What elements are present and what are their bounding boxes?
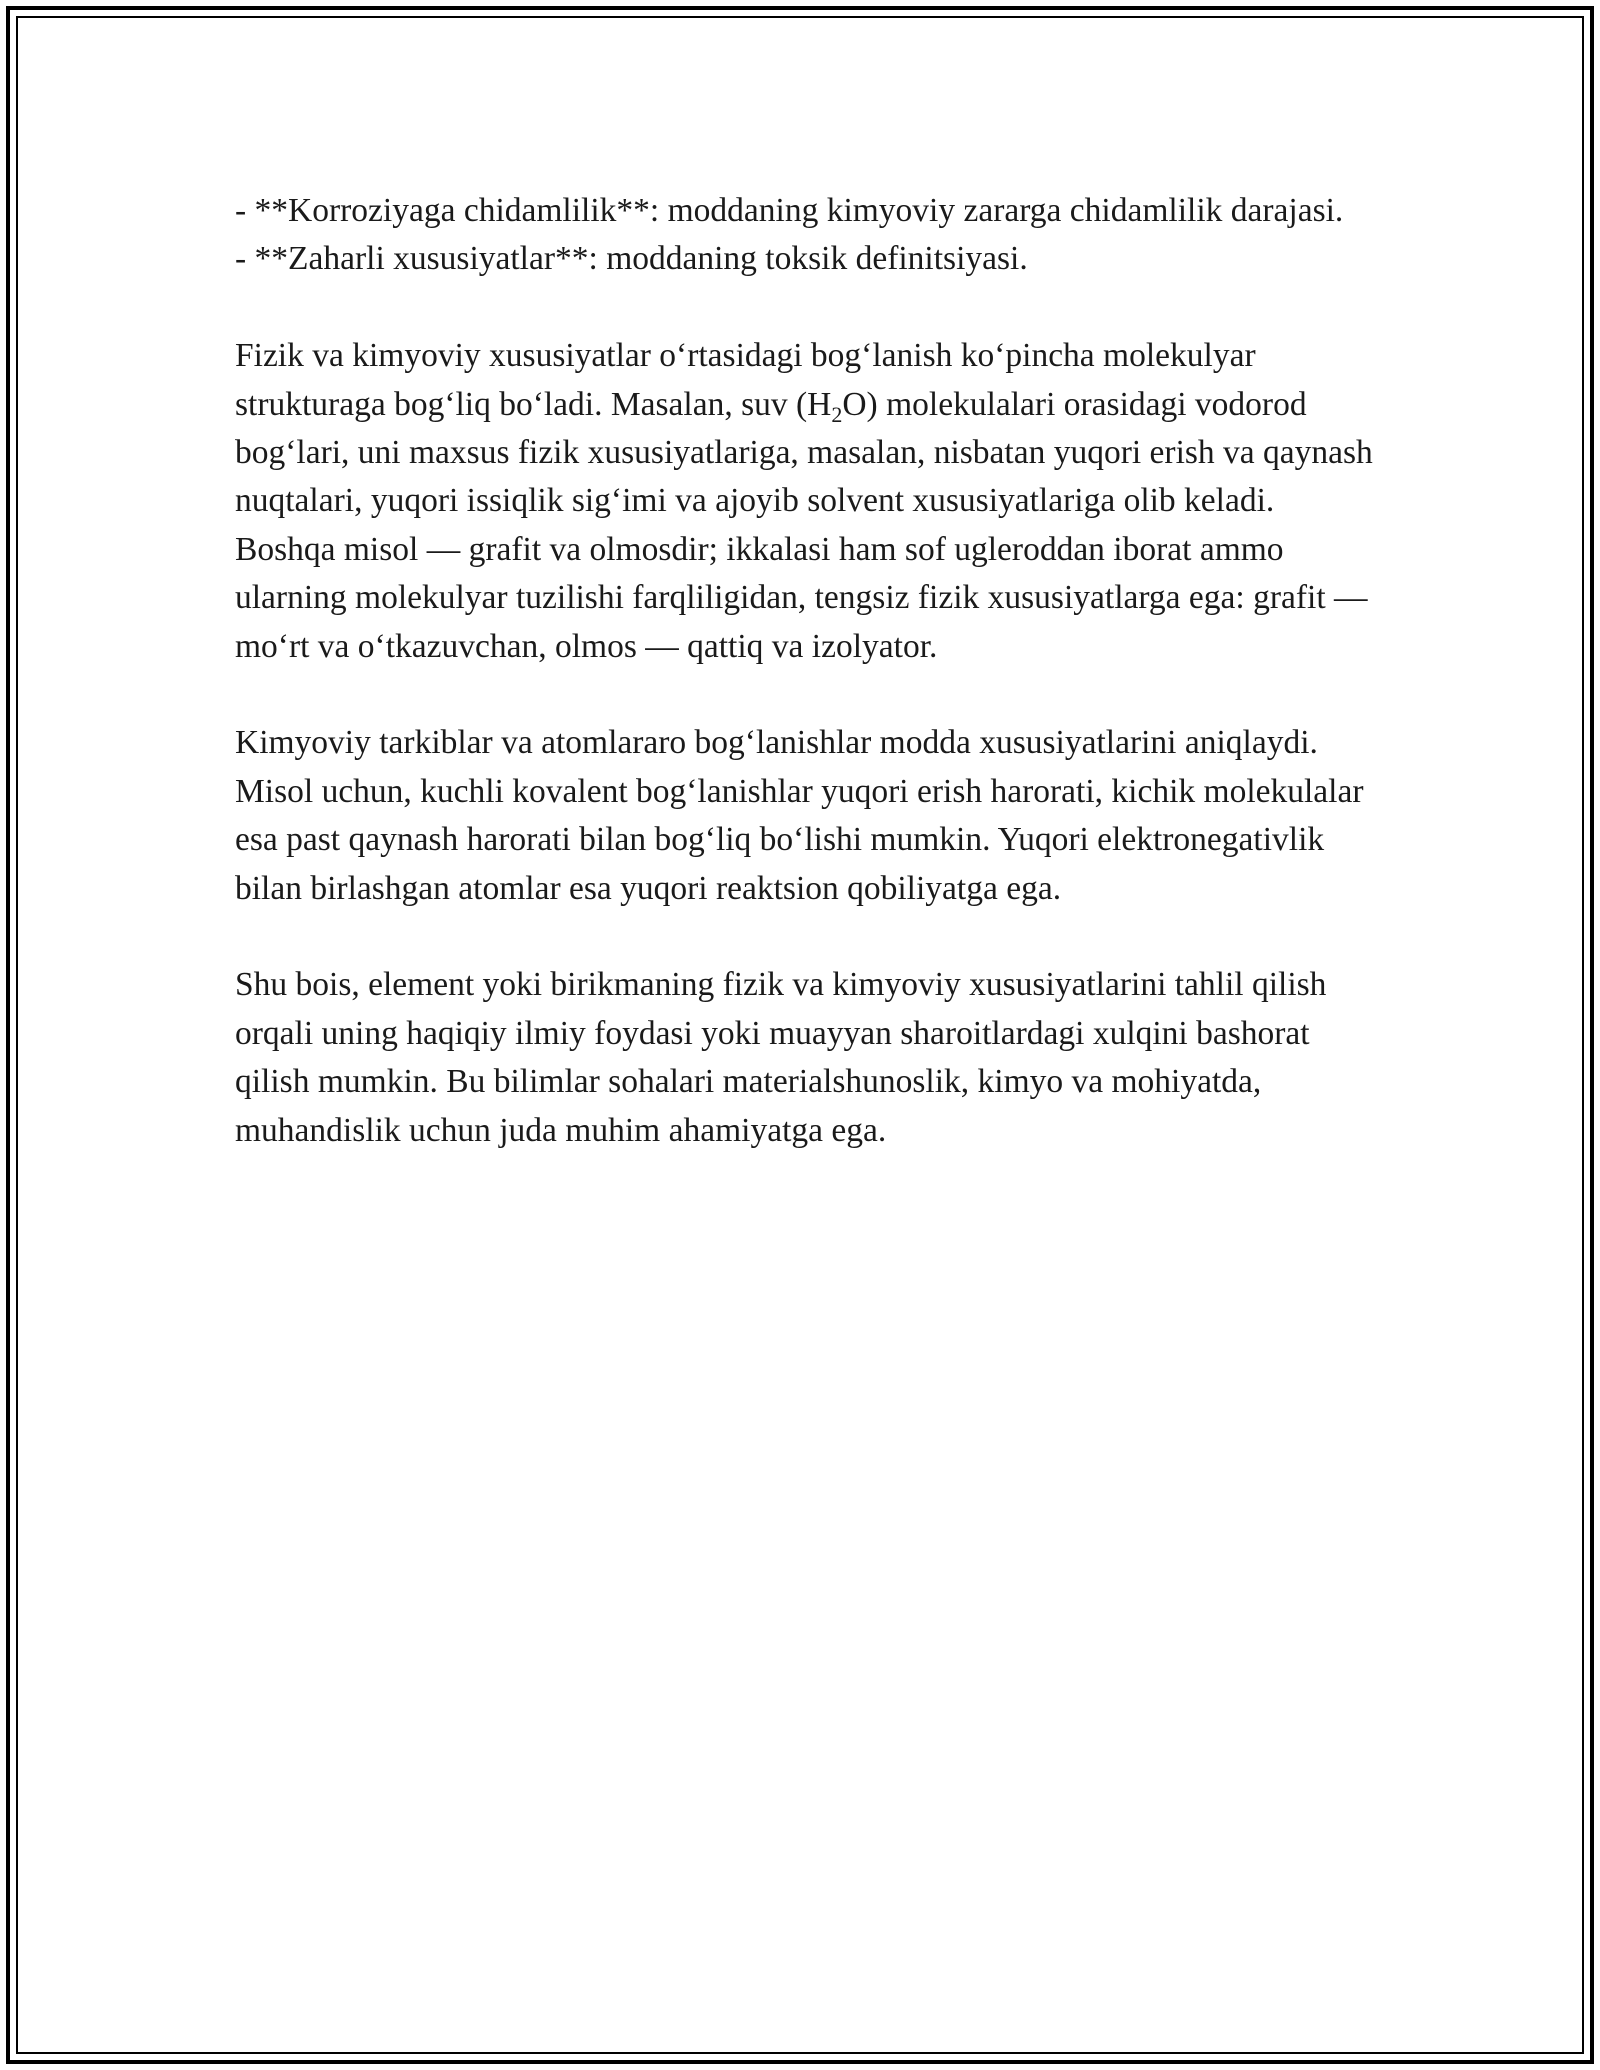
paragraph-2-text-start: Fizik va kimyoviy xususiyatlar o‘rtasidagi bog‘lanish ko‘pincha molekulyar strukturaga bog‘liq bo‘ladi. Masalan, suv (H — [235, 337, 1256, 423]
paragraph-chemical-bonds: Kimyoviy tarkiblar va atomlararo bog‘lanishlar modda xususiyatlarini aniqlaydi. Misol uchun, kuchli kovalent bog‘lanishlar yuqori erish harorati, kichik molekulalar esa past qaynash harorati bilan bog‘liq bo‘lishi mumkin. Yuqori elektronegativlik bilan birlashgan atomlar esa yuqori reaktsion qobiliyatga ega. — [235, 724, 1364, 907]
paragraph-conclusion: Shu bois, element yoki birikmaning fizik va kimyoviy xususiyatlarini tahlil qilish orqali uning haqiqiy ilmiy foydasi yoki muayyan sharoitlardagi xulqini bashorat qilish mumkin. Bu bilimlar sohalari materialshunoslik, kimyo va mohiyatda, muhandislik uchun juda muhim ahamiyatga ega. — [235, 966, 1327, 1149]
paragraph-2-text-end: O) molekulalari orasidagi vodorod bog‘lari, uni maxsus fizik xususiyatlariga, masalan, nisbatan yuqori erish va qaynash nuqtalari, yuqori issiqlik sig‘imi va ajoyib solvent xususiyatlariga olib keladi. Boshqa misol — grafit va olmosdir; ikkalasi ham sof ugleroddan iborat ammo ularning molekulyar tuzilishi farqliligidan, tengsiz fizik xususiyatlarga ega: grafit — mo‘rt va o‘tkazuvchan, olmos — qattiq va izolyator. — [235, 385, 1373, 665]
list-item-corrosion-resistance: - **Korroziyaga chidamlilik**: moddaning kimyoviy zararga chidamlilik darajasi. — [235, 192, 1344, 229]
property-list — [235, 187, 1375, 284]
document-body — [235, 187, 1375, 1203]
water-formula-subscript: 2 — [831, 401, 843, 427]
list-item-toxic-properties: - **Zaharli xususiyatlar**: moddaning toksik definitsiyasi. — [235, 240, 1028, 278]
paragraph-structure-properties — [235, 332, 1375, 671]
